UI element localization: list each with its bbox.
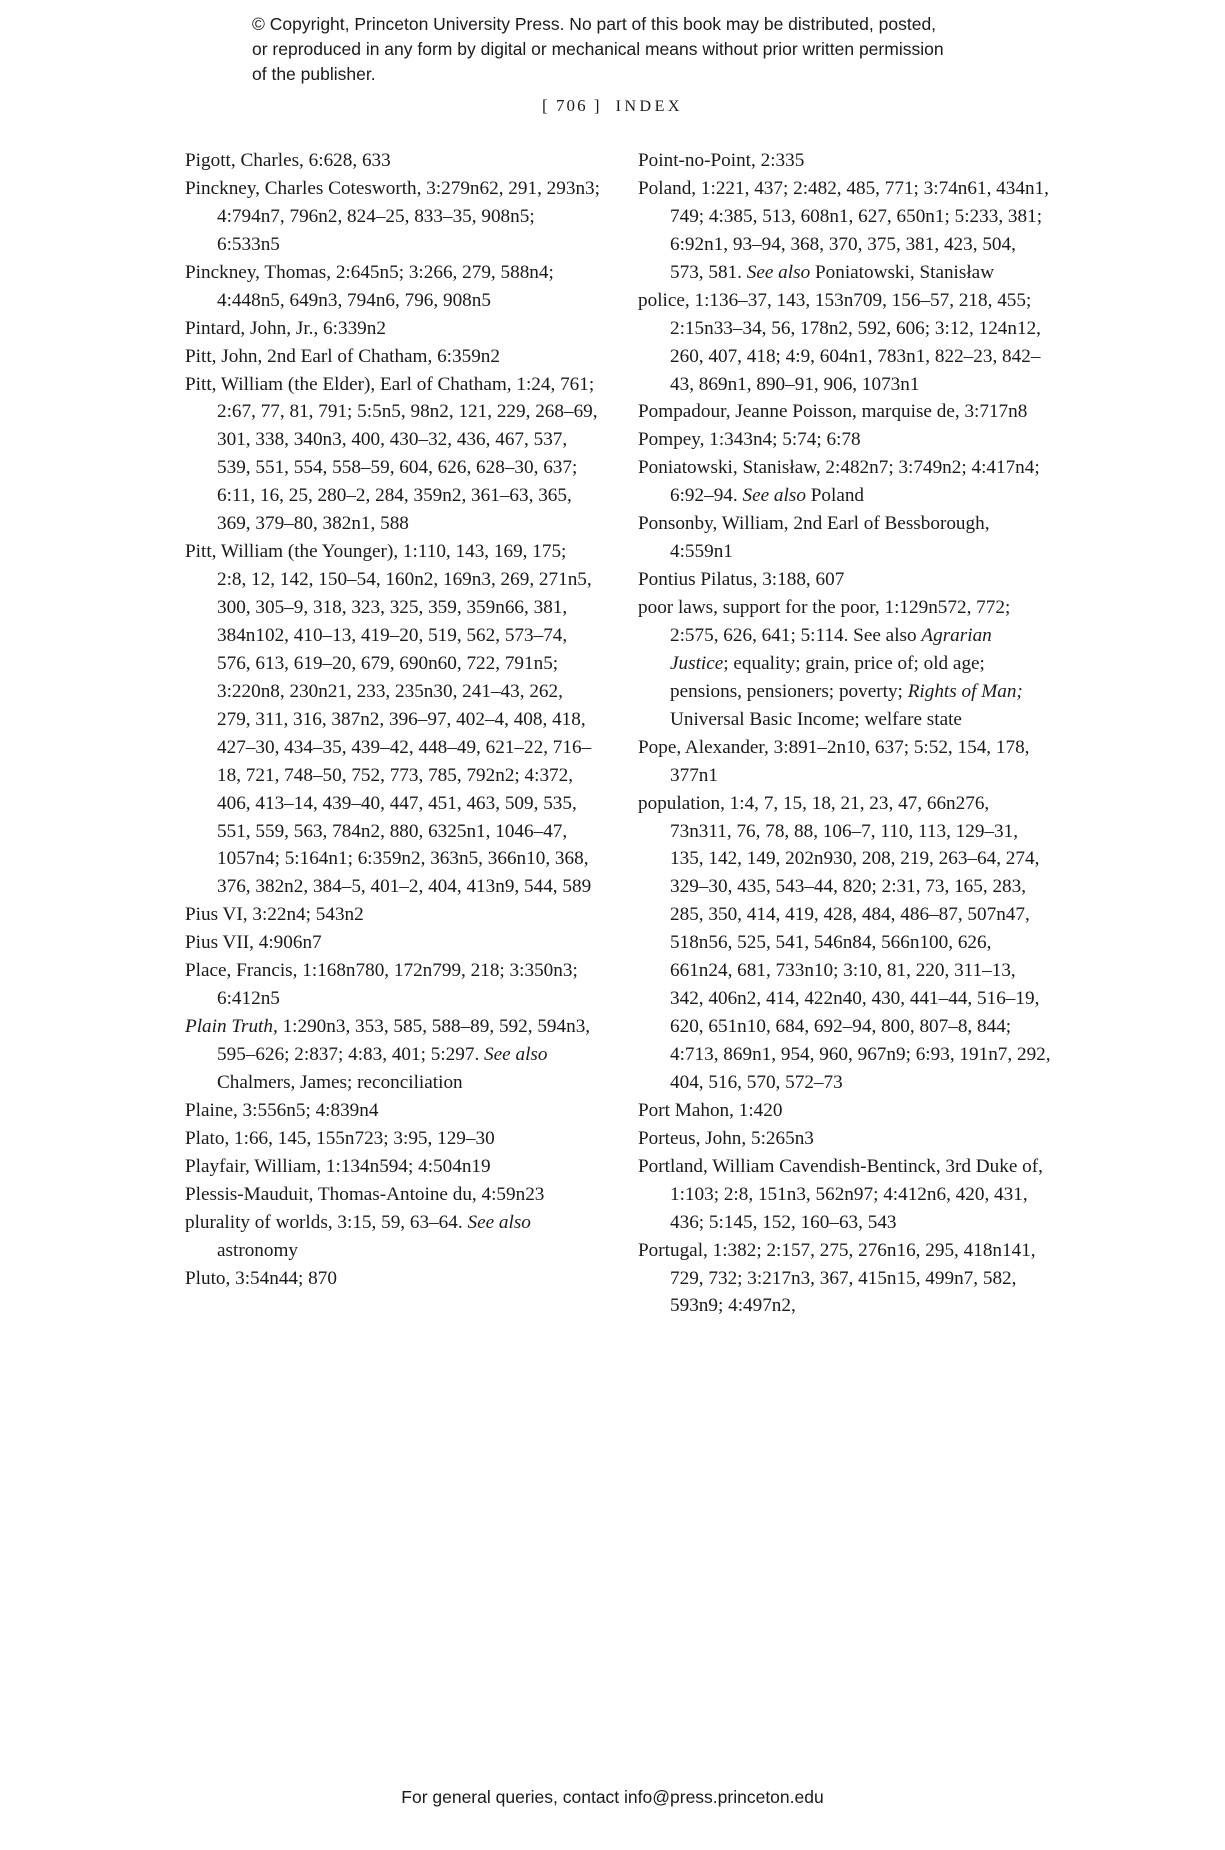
copyright-notice: © Copyright, Princeton University Press. No part of this book may be distributed, posted, or reproduced in any form by digital or mechanical means without prior written permission of the publisher. [252,14,944,84]
index-entry: population, 1:4, 7, 15, 18, 21, 23, 47, 66n276, 73n311, 76, 78, 88, 106–7, 110, 113, 129–31, 135, 142, 149, 202n930, 208, 219, 263–64, 274, 329–30, 435, 543–44, 820; 2:31, 73, 165, 283, 285, 350, 414, 419, 428, 484, 486–87, 507n47, 518n56, 525, 541, 546n84, 566n100, 626, 661n24, 681, 733n10; 3:10, 81, 220, 311–13, 342, 406n2, 414, 422n40, 430, 441–44, 516–19, 620, 651n10, 684, 692–94, 800, 807–8, 844; 4:713, 869n1, 954, 960, 967n9; 6:93, 191n7, 292, 404, 516, 570, 572–73 [638,792,1051,1093]
index-entry: Portugal, 1:382; 2:157, 275, 276n16, 295, 418n141, 729, 732; 3:217n3, 367, 415n15, 499n7, 582, 593n9; 4:497n2, [638,1239,1036,1317]
running-head-label: INDEX [615,98,683,115]
index-entry: Plato, 1:66, 145, 155n723; 3:95, 129–30 [185,1127,495,1149]
index-entry: Plain Truth, 1:290n3, 353, 585, 588–89, 592, 594n3, 595–626; 2:837; 4:83, 401; 5:297. See also Chalmers, James; reconciliation [185,1016,591,1093]
index-entry: Pitt, John, 2nd Earl of Chatham, 6:359n2 [185,345,500,367]
running-head [0,96,1225,116]
index-entry: Point-no-Point, 2:335 [638,150,805,171]
index-entry: Pompadour, Jeanne Poisson, marquise de, 3:717n8 [638,401,1028,423]
index-entry: police, 1:136–37, 143, 153n709, 156–57, 218, 455; 2:15n33–34, 56, 178n2, 592, 606; 3:12, 124n12, 260, 407, 418; 4:9, 604n1, 783n1, 822–23, 842–43, 869n1, 890–91, 906, 1073n1 [638,289,1041,395]
index-entry: Pope, Alexander, 3:891–2n10, 637; 5:52, 154, 178, 377n1 [638,736,1030,786]
index-entry: Playfair, William, 1:134n594; 4:504n19 [185,1155,491,1177]
index-entry: Porteus, John, 5:265n3 [638,1127,814,1149]
index-entry: Port Mahon, 1:420 [638,1099,783,1121]
index-entry: plurality of worlds, 3:15, 59, 63–64. See also astronomy [185,1211,531,1261]
index-entry: Plaine, 3:556n5; 4:839n4 [185,1099,379,1121]
index-columns [0,147,1225,1707]
index-entry: Pluto, 3:54n44; 870 [185,1267,337,1289]
index-entry: Pinckney, Charles Cotesworth, 3:279n62, 291, 293n3; 4:794n7, 796n2, 824–25, 833–35, 908n5; 6:533n5 [185,177,600,255]
footer-notice: For general queries, contact info@press.princeton.edu [401,1787,824,1807]
index-column-left [185,147,600,1292]
index-entry: Portland, William Cavendish-Bentinck, 3rd Duke of, 1:103; 2:8, 151n3, 562n97; 4:412n6, 420, 431, 436; 5:145, 152, 160–63, 543 [638,1155,1043,1233]
index-entry: Pitt, William (the Elder), Earl of Chatham, 1:24, 761; 2:67, 77, 81, 791; 5:5n5, 98n2, 121, 229, 268–69, 301, 338, 340n3, 400, 430–32, 436, 467, 537, 539, 551, 554, 558–59, 604, 626, 628–30, 637; 6:11, 16, 25, 280–2, 284, 359n2, 361–63, 365, 369, 379–80, 382n1, 588 [185,373,598,535]
index-entry: Pinckney, Thomas, 2:645n5; 3:266, 279, 588n4; 4:448n5, 649n3, 794n6, 796, 908n5 [185,261,554,311]
index-entry: Plessis-Mauduit, Thomas-Antoine du, 4:59n23 [185,1183,545,1205]
index-entry: Pintard, John, Jr., 6:339n2 [185,317,386,339]
index-entry: Poland, 1:221, 437; 2:482, 485, 771; 3:74n61, 434n1, 749; 4:385, 513, 608n1, 627, 650n1; 5:233, 381; 6:92n1, 93–94, 368, 370, 375, 381, 423, 504, 573, 581. See also Poniatowski, Stanisław [638,177,1049,283]
index-column-right [638,147,1053,1320]
index-entry: Ponsonby, William, 2nd Earl of Bessborough, 4:559n1 [638,513,990,563]
page-folio: [ 706 ] [542,96,602,115]
index-entry: Pompey, 1:343n4; 5:74; 6:78 [638,429,861,451]
index-entry: Pigott, Charles, 6:628, 633 [185,150,391,171]
index-entry: Pitt, William (the Younger), 1:110, 143, 169, 175; 2:8, 12, 142, 150–54, 160n2, 169n3, 269, 271n5, 300, 305–9, 318, 323, 325, 359, 359n66, 381, 384n102, 410–13, 419–20, 519, 562, 573–74, 576, 613, 619–20, 679, 690n60, 722, 791n5; 3:220n8, 230n21, 233, 235n30, 241–43, 262, 279, 311, 316, 387n2, 396–97, 402–4, 408, 418, 427–30, 434–35, 439–42, 448–49, 621–22, 716–18, 721, 748–50, 752, 773, 785, 792n2; 4:372, 406, 413–14, 439–40, 447, 451, 463, 509, 535, 551, 559, 563, 784n2, 880, 6325n1, 1046–47, 1057n4; 5:164n1; 6:359n2, 363n5, 366n10, 368, 376, 382n2, 384–5, 401–2, 404, 413n9, 544, 589 [185,541,592,898]
index-entry: Poniatowski, Stanisław, 2:482n7; 3:749n2; 4:417n4; 6:92–94. See also Poland [638,457,1040,507]
index-entry: Place, Francis, 1:168n780, 172n799, 218; 3:350n3; 6:412n5 [185,960,578,1010]
index-entry: Pius VII, 4:906n7 [185,932,322,954]
index-entry: Pius VI, 3:22n4; 543n2 [185,904,364,926]
index-entry: Pontius Pilatus, 3:188, 607 [638,569,845,591]
index-entry: poor laws, support for the poor, 1:129n572, 772; 2:575, 626, 641; 5:114. See also Agrarian Justice; equality; grain, price of; old age; pensions, pensioners; poverty; Rights of Man; Universal Basic Income; welfare state [638,597,1023,730]
